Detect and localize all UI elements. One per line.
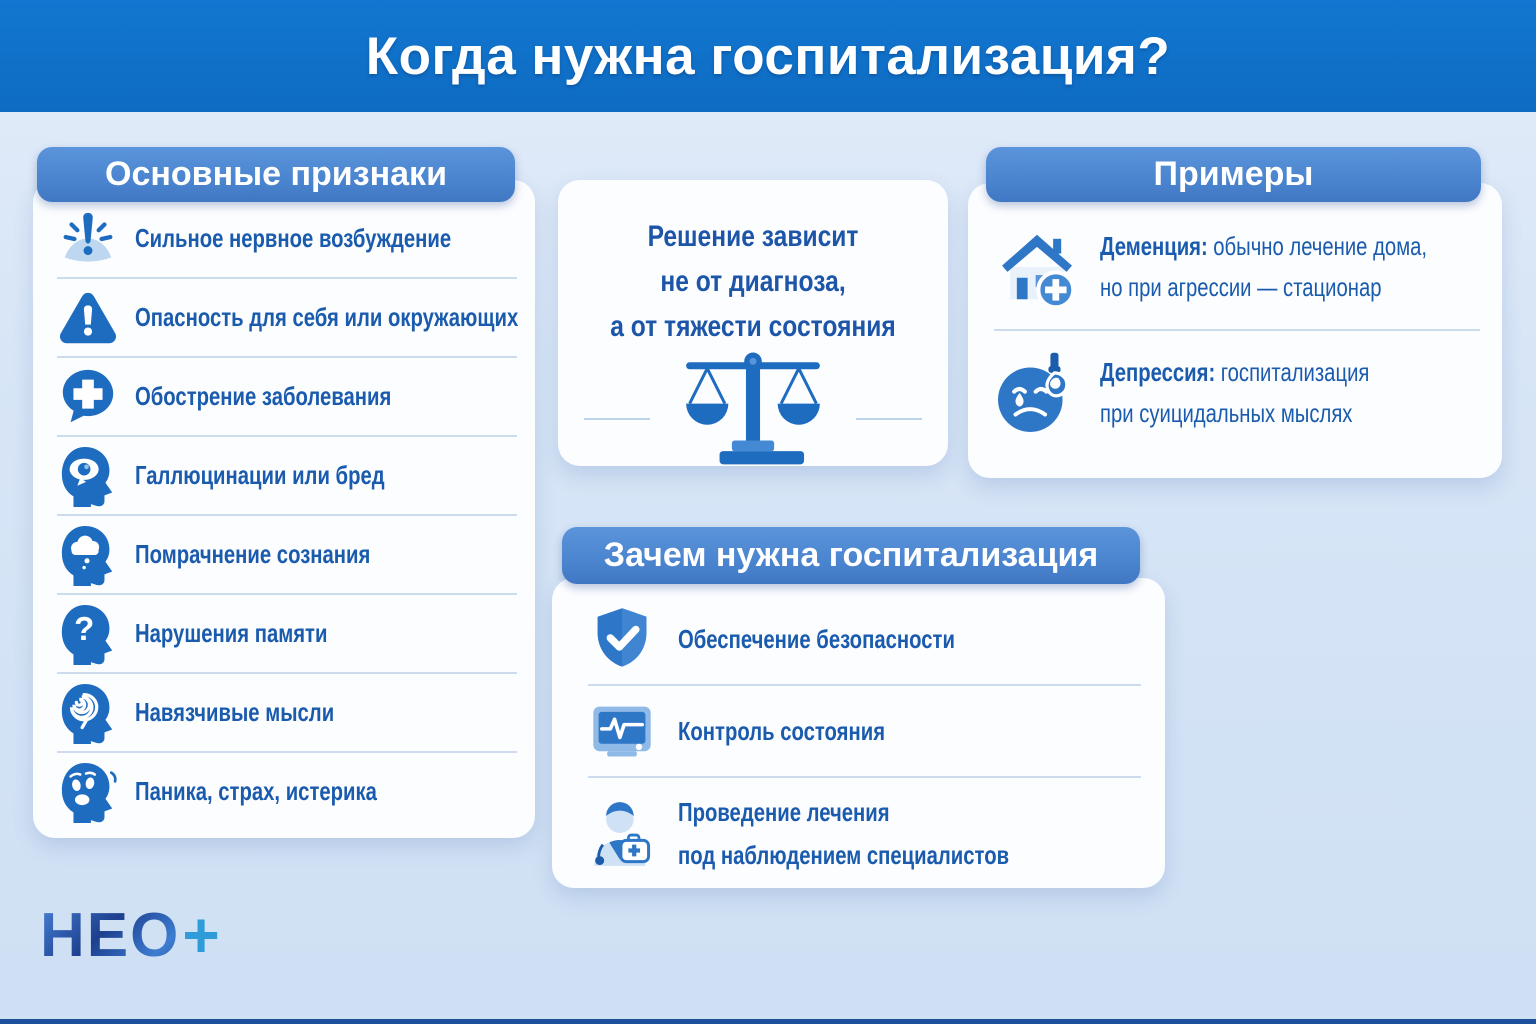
sign-row xyxy=(57,200,517,279)
doctor-icon xyxy=(588,800,656,868)
neo-logo-plus: + xyxy=(182,899,220,971)
purpose-label xyxy=(678,791,1009,877)
purpose-panel-card xyxy=(552,578,1165,888)
example-row xyxy=(994,205,1480,331)
excitement-burst-icon xyxy=(57,208,119,270)
example-rest: обычно лечение дома, xyxy=(1213,231,1428,261)
decision-line-2: не от диагноза, xyxy=(660,265,846,298)
hallucination-head-icon xyxy=(57,445,119,507)
balance-scales-icon xyxy=(653,342,853,474)
decision-divider-right xyxy=(856,418,922,420)
purpose-label: Контроль состояния xyxy=(678,715,886,746)
examples-panel-card xyxy=(968,183,1502,478)
memory-question-head-icon xyxy=(57,603,119,665)
purpose-row xyxy=(588,778,1141,890)
example-term: Деменция: xyxy=(1100,231,1208,261)
page-header xyxy=(0,0,1536,112)
purpose-row xyxy=(588,594,1141,686)
purpose-panel-header xyxy=(562,527,1140,584)
sign-row xyxy=(57,516,517,595)
examples-panel-header xyxy=(986,147,1481,202)
signs-panel-title: Основные признаки xyxy=(105,155,447,193)
svg-text:?: ? xyxy=(74,609,95,647)
decision-card xyxy=(558,180,948,466)
example-row xyxy=(994,331,1480,455)
example-line2: при суицидальных мыслях xyxy=(1100,398,1353,428)
sign-label: Помрачнение сознания xyxy=(135,539,371,569)
warning-triangle-icon xyxy=(57,287,119,349)
medical-cross-bubble-icon xyxy=(57,366,119,428)
shield-check-icon xyxy=(588,605,656,673)
obsessive-spiral-head-icon xyxy=(57,682,119,744)
decision-text xyxy=(558,214,948,349)
sign-label: Опасность для себя или окружающих xyxy=(135,302,519,332)
house-plus-icon xyxy=(994,224,1080,310)
sign-label: Нарушения памяти xyxy=(135,618,328,648)
sign-label: Паника, страх, истерика xyxy=(135,776,377,806)
sign-row xyxy=(57,674,517,753)
decision-line-3: а от тяжести состояния xyxy=(610,310,896,343)
sign-row xyxy=(57,279,517,358)
purpose-label: Обеспечение безопасности xyxy=(678,623,955,654)
sign-label: Галлюцинации или бред xyxy=(135,460,385,490)
sad-face-icon xyxy=(994,350,1080,436)
example-line2: но при агрессии — стационар xyxy=(1100,272,1382,302)
example-rest: госпитализация xyxy=(1220,357,1370,387)
signs-panel-card xyxy=(33,180,535,838)
clouded-mind-head-icon xyxy=(57,524,119,586)
decision-divider-left xyxy=(584,418,650,420)
sign-label: Сильное нервное возбуждение xyxy=(135,223,452,253)
purpose-row xyxy=(588,686,1141,778)
purpose-line2: под наблюдением специалистов xyxy=(678,840,1010,870)
examples-panel-title: Примеры xyxy=(1153,155,1314,193)
bottom-accent-strip xyxy=(0,1019,1536,1024)
decision-line-1: Решение зависит xyxy=(647,220,859,253)
sign-label: Навязчивые мысли xyxy=(135,697,335,727)
sign-row xyxy=(57,753,517,830)
purpose-line1: Проведение лечения xyxy=(678,797,890,827)
sign-row xyxy=(57,358,517,437)
purpose-panel-title: Зачем нужна госпитализация xyxy=(603,536,1099,574)
vitals-monitor-icon xyxy=(588,697,656,765)
example-term: Депрессия: xyxy=(1100,357,1216,387)
example-text xyxy=(1100,352,1369,434)
page-title: Когда нужна госпитализация? xyxy=(365,26,1171,86)
panic-face-head-icon xyxy=(57,761,119,823)
sign-label: Обострение заболевания xyxy=(135,381,392,411)
sign-row xyxy=(57,595,517,674)
signs-panel-header xyxy=(37,147,515,202)
sign-row xyxy=(57,437,517,516)
neo-logo xyxy=(40,898,220,972)
neo-logo-text: НЕО xyxy=(40,900,181,970)
example-text xyxy=(1100,226,1427,308)
